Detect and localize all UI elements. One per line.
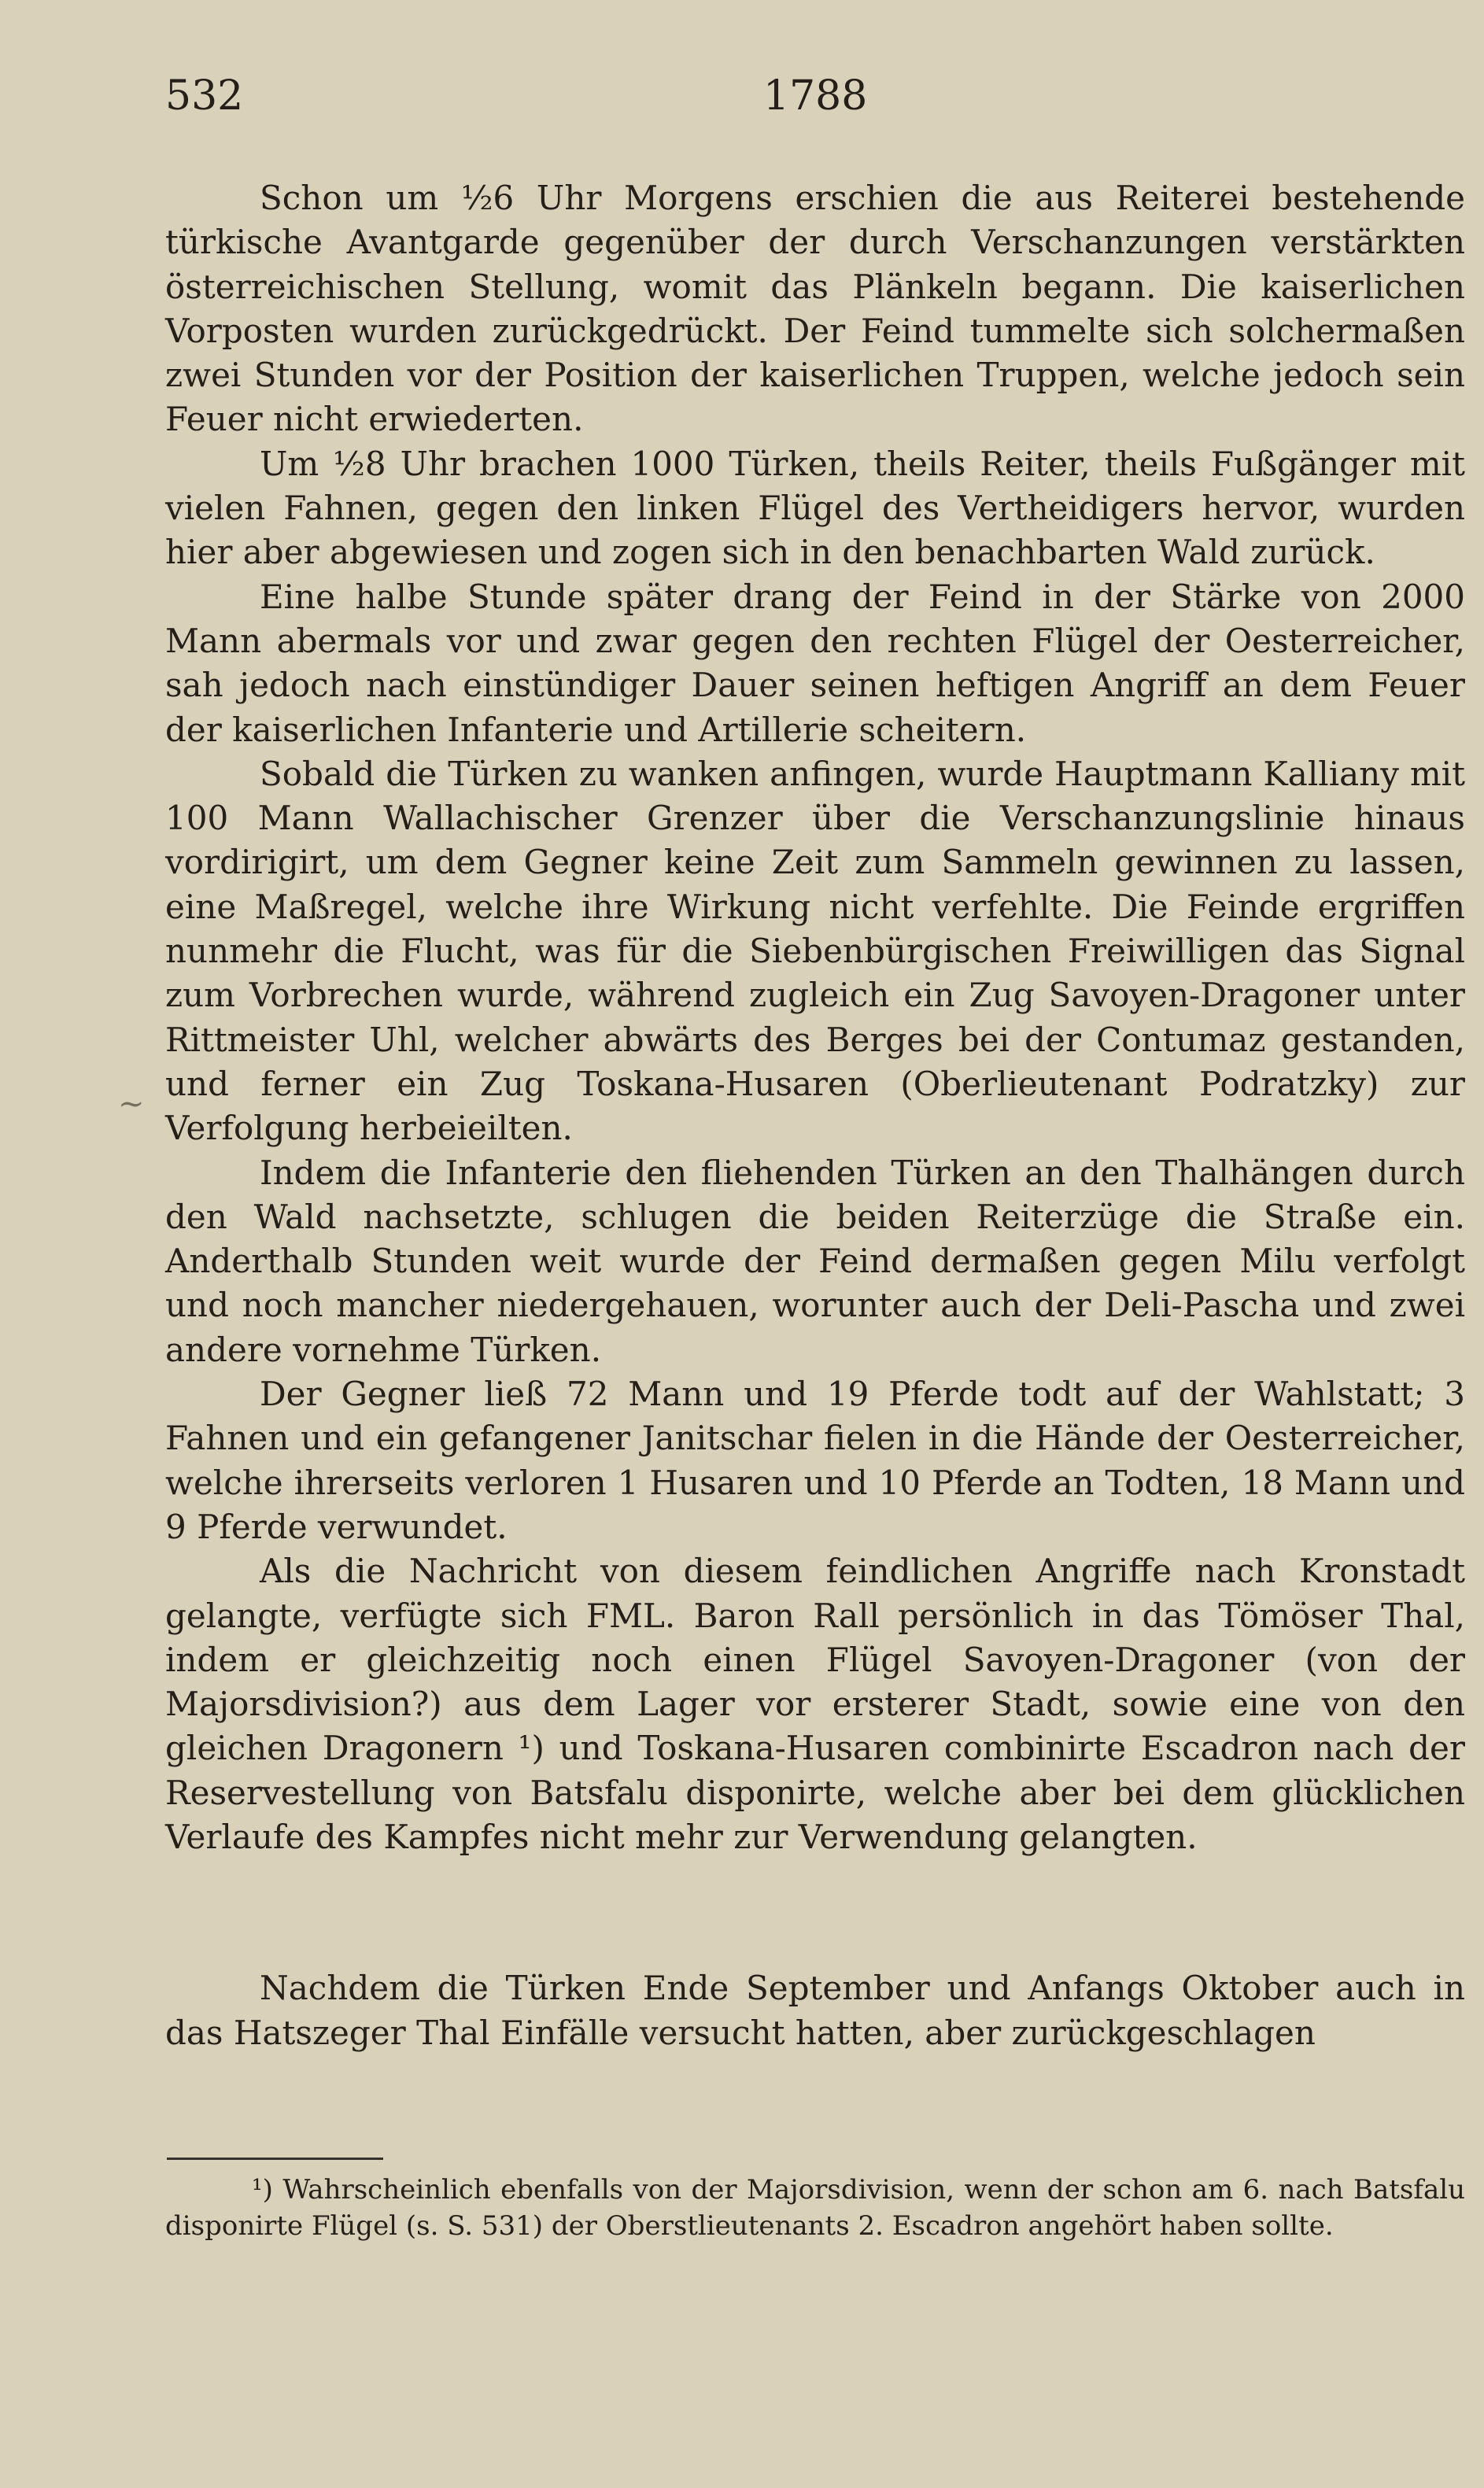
footnote-divider [167, 2158, 383, 2160]
paragraph: Um ½8 Uhr brachen 1000 Türken, theils Reiter, theils Fußgänger mit vielen Fahnen, gegen den linken Flügel des Vertheidigers hervor, wurden hier aber abgewiesen und zogen sich in den benachbarten Wald zurück. [165, 444, 1465, 572]
main-text [165, 176, 1465, 2055]
paragraph: Indem die Infanterie den fliehenden Türken an den Thalhängen durch den Wald nachsetzte, schlugen die beiden Reiterzüge die Straße ein. Anderthalb Stunden weit wurde der Feind dermaßen gegen Milu verfolgt und noch mancher niedergehauen, worunter auch der Deli-Pascha und zwei andere vornehme Türken. [165, 1153, 1465, 1369]
footnotes [165, 2172, 1465, 2244]
paragraph: Sobald die Türken zu wanken anfingen, wurde Hauptmann Kalliany mit 100 Mann Wallachischer Grenzer über die Verschanzungslinie hinaus vordirigirt, um dem Gegner keine Zeit zum Sammeln gewinnen zu lassen, eine Maßregel, welche ihre Wirkung nicht verfehlte. Die Feinde ergriffen nunmehr die Flucht, was für die Siebenbürgischen Freiwilligen das Signal zum Vorbrechen wurde, während zugleich ein Zug Savoyen-Dragoner unter Rittmeister Uhl, welcher abwärts des Berges bei der Contumaz gestanden, und ferner ein Zug Toskana-Husaren (Oberlieutenant Podratzky) zur Verfolgung herbeieilten. [165, 754, 1465, 1148]
footnote: ¹) Wahrscheinlich ebenfalls von der Majorsdivision, wenn der schon am 6. nach Batsfalu disponirte Flügel (s. S. 531) der Oberstlieutenants 2. Escadron angehört haben sollte. [165, 2174, 1465, 2242]
paragraph: Schon um ½6 Uhr Morgens erschien die aus Reiterei bestehende türkische Avantgarde gegenüber der durch Verschanzungen verstärkten österreichischen Stellung, womit das Plänkeln begann. Die kaiserlichen Vorposten wurden zurückgedrückt. Der Feind tummelte sich solchermaßen zwei Stunden vor der Position der kaiserlichen Truppen, welche jedoch sein Feuer nicht erwiederten. [165, 179, 1465, 439]
paragraph: Der Gegner ließ 72 Mann und 19 Pferde todt auf der Wahlstatt; 3 Fahnen und ein gefangener Janitschar fielen in die Hände der Oesterreicher, welche ihrerseits verloren 1 Husaren und 10 Pferde an Todten, 18 Mann und 9 Pferde verwundet. [165, 1375, 1465, 1546]
paragraph: Nachdem die Türken Ende September und Anfangs Oktober auch in das Hatszeger Thal Einfälle versucht hatten, aber zurückgeschlagen [165, 1969, 1465, 2052]
running-head-year: 1788 [763, 72, 868, 120]
paragraph: Eine halbe Stunde später drang der Feind in der Stärke von 2000 Mann abermals vor und zwar gegen den rechten Flügel der Oesterreicher, sah jedoch nach einstündiger Dauer seinen heftigen Angriff an dem Feuer der kaiserlichen Infanterie und Artillerie scheitern. [165, 577, 1465, 749]
section-gap [165, 1859, 1465, 1966]
page-header [165, 72, 1479, 135]
page-number: 532 [165, 72, 244, 120]
paragraph: Als die Nachricht von diesem feindlichen Angriffe nach Kronstadt gelangte, verfügte sich FML. Baron Rall persönlich in das Tömöser Thal, indem er gleichzeitig noch einen Flügel Savoyen-Dragoner (von der Majorsdivision?) aus dem Lager vor ersterer Stadt, sowie eine von den gleichen Dragonern ¹) und Toskana-Husaren combinirte Escadron nach der Reservestellung von Batsfalu disponirte, welche aber bei dem glücklichen Verlaufe des Kampfes nicht mehr zur Verwendung gelangten. [165, 1552, 1465, 1856]
margin-pencil-mark: ~ [118, 1086, 145, 1122]
